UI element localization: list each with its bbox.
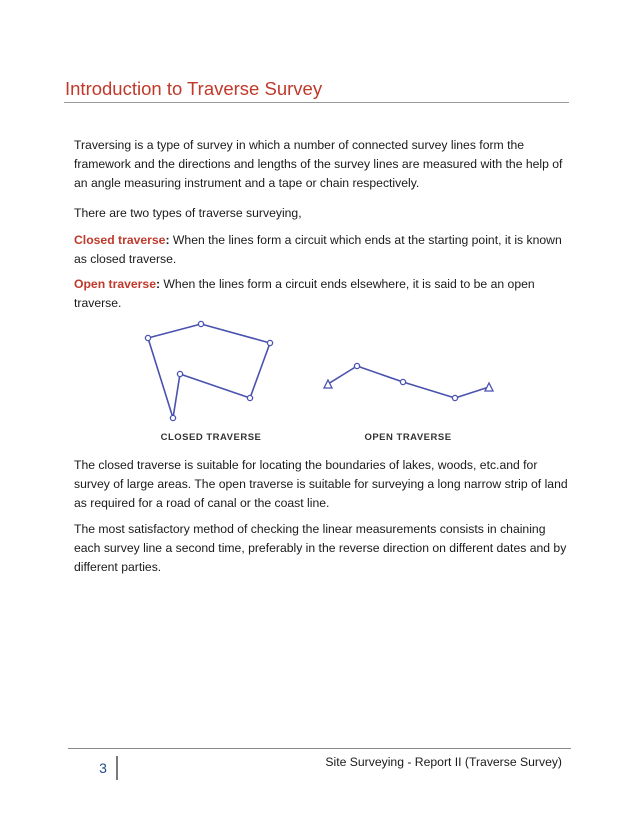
open-traverse-diagram bbox=[324, 363, 493, 443]
closed-traverse-description: When the lines form a circuit which ends at the starting point, it is known as closed traverse. bbox=[74, 233, 562, 266]
closed-station-a bbox=[145, 335, 150, 340]
open-traverse-term: Open traverse bbox=[74, 277, 156, 291]
traverse-figure bbox=[120, 318, 520, 448]
closed-traverse-diagram bbox=[145, 321, 272, 443]
types-intro-paragraph: There are two types of traverse surveying, bbox=[74, 206, 302, 220]
open-station-c bbox=[400, 379, 405, 384]
open-station-d bbox=[452, 395, 457, 400]
open-station-b bbox=[354, 363, 359, 368]
open-traverse-paragraph bbox=[74, 275, 574, 313]
open-traverse-description: When the lines form a circuit ends elsewhere, it is said to be an open traverse. bbox=[74, 277, 535, 310]
open-start-station-triangle bbox=[324, 380, 332, 388]
footer-running-title: Site Surveying - Report II (Traverse Survey) bbox=[325, 755, 562, 769]
footer-divider bbox=[68, 748, 571, 749]
closed-station-b bbox=[198, 321, 203, 326]
open-end-station-triangle bbox=[485, 383, 493, 391]
usage-paragraph: The closed traverse is suitable for locating the boundaries of lakes, woods, etc.and for survey of large areas. The open traverse is suitable for surveying a long narrow strip of land as required for a road of canal or the coast line. bbox=[74, 458, 568, 510]
closed-station-c bbox=[267, 340, 272, 345]
closed-traverse-caption: CLOSED TRAVERSE bbox=[160, 432, 262, 443]
closed-traverse-paragraph bbox=[74, 231, 574, 269]
closed-station-e bbox=[177, 371, 182, 376]
title-divider bbox=[64, 102, 569, 103]
closed-traverse-lines bbox=[148, 324, 270, 418]
page-number: 3 bbox=[90, 756, 118, 780]
page-title: Introduction to Traverse Survey bbox=[65, 78, 323, 99]
intro-paragraph: Traversing is a type of survey in which a number of connected survey lines form the framework and the directions and lengths of the survey lines are measured with the help of an angle measuring instrument and a tape or chain respectively. bbox=[74, 138, 563, 190]
closed-station-f bbox=[170, 415, 175, 420]
closed-traverse-colon: : bbox=[165, 233, 170, 247]
closed-station-d bbox=[247, 395, 252, 400]
closed-traverse-term: Closed traverse bbox=[74, 233, 166, 247]
open-traverse-caption: OPEN TRAVERSE bbox=[364, 432, 452, 443]
checking-paragraph: The most satisfactory method of checking the linear measurements consists in chaining each survey line a second time, preferably in the reverse direction on different dates and by different parties. bbox=[74, 522, 567, 574]
open-traverse-lines bbox=[328, 366, 489, 398]
open-traverse-colon: : bbox=[155, 277, 161, 291]
